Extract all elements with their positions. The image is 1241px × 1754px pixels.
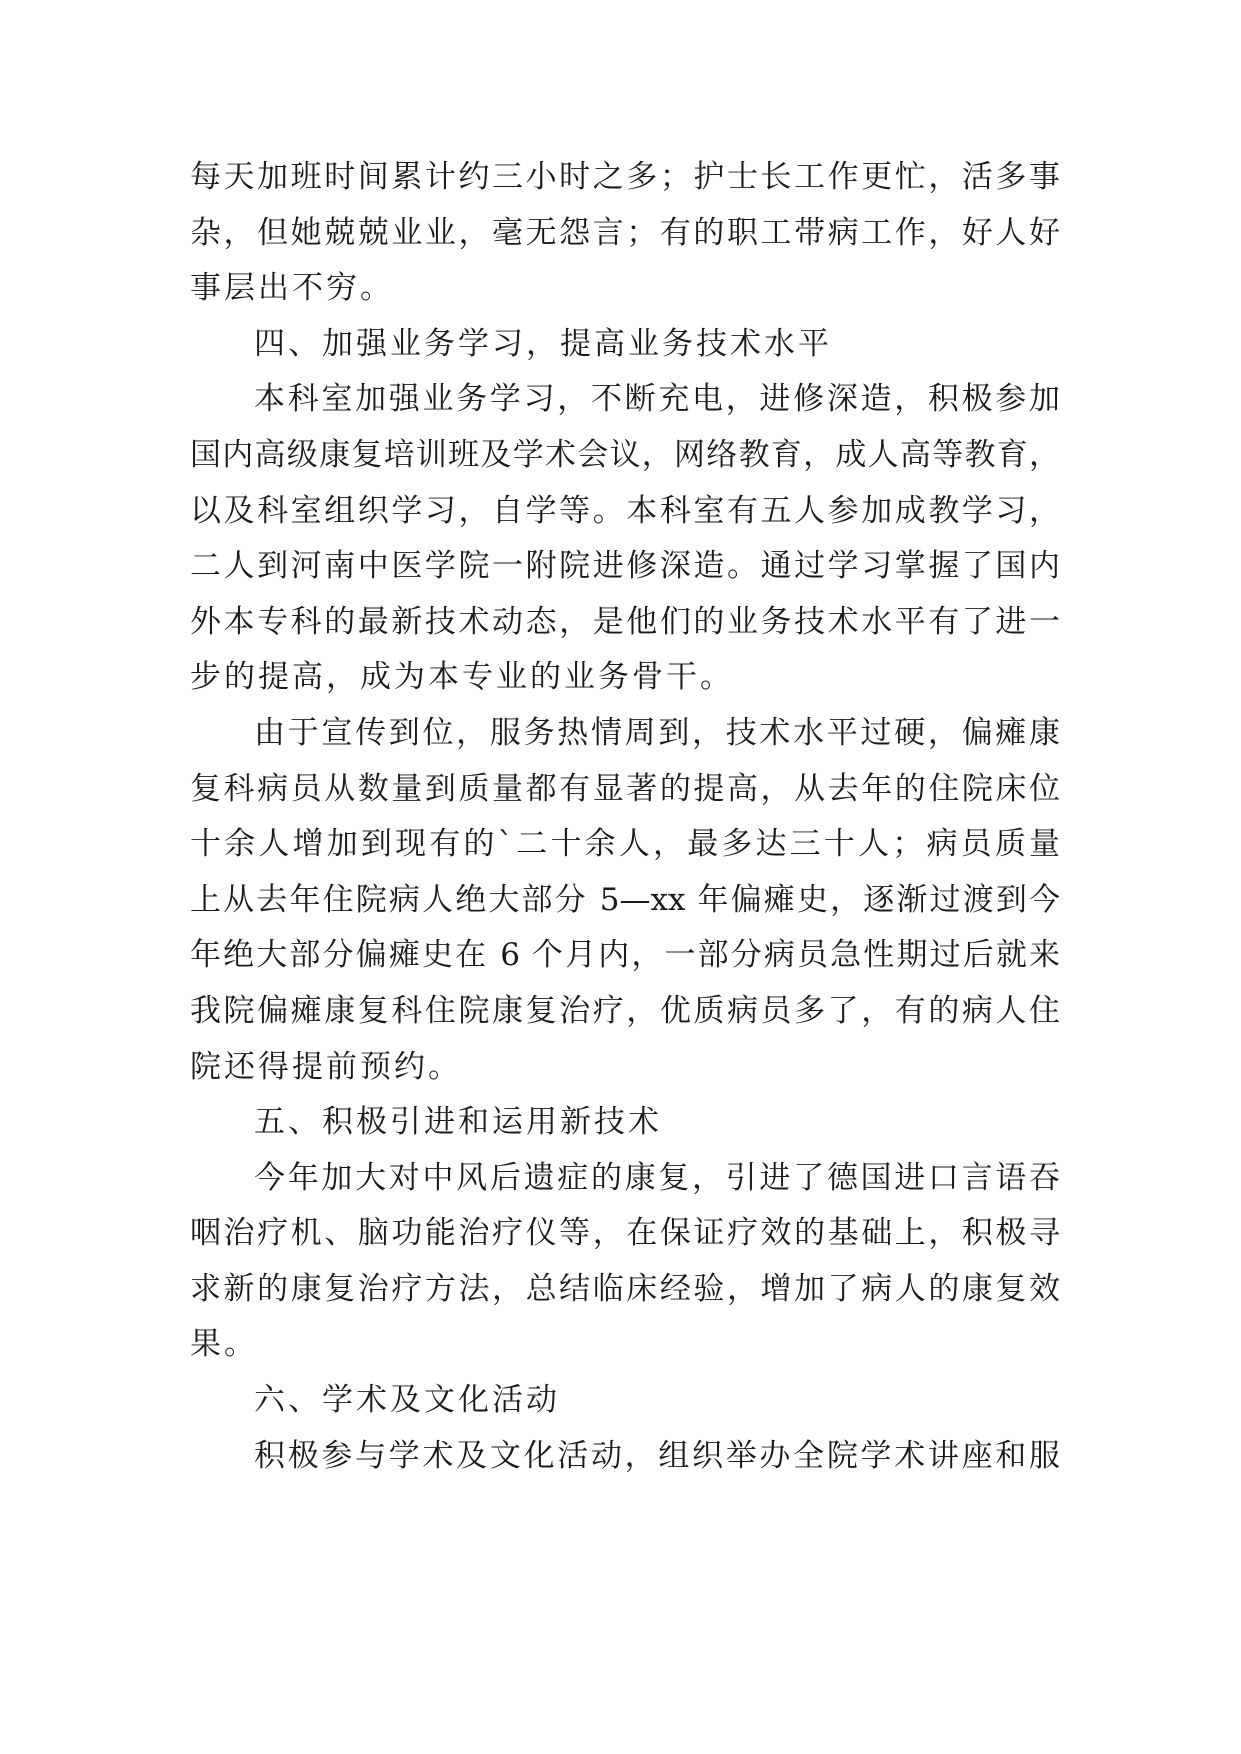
text-line: 今年加大对中风后遗症的康复，引进了德国进口言语吞 (254, 1159, 1060, 1196)
text-line: 咽治疗机、脑功能治疗仪等，在保证疗效的基础上，积极寻 (190, 1215, 1060, 1252)
text-line: 国内高级康复培训班及学术会议，网络教育，成人高等教育， (190, 436, 1060, 473)
text-line: 六、学术及文化活动 (254, 1382, 560, 1419)
text-line: 杂，但她兢兢业业，毫无怨言；有的职工带病工作，好人好 (190, 214, 1060, 251)
text-line: 由于宣传到位，服务热情周到，技术水平过硬，偏瘫康 (254, 714, 1060, 751)
text-line: 外本专科的最新技术动态，是他们的业务技术水平有了进一 (190, 603, 1060, 640)
text-line: 上从去年住院病人绝大部分 5—xx 年偏瘫史，逐渐过渡到今 (190, 881, 1060, 918)
text-line: 事层出不穷。 (190, 270, 394, 307)
text-line: 五、积极引进和运用新技术 (254, 1104, 662, 1141)
text-line: 求新的康复治疗方法，总结临床经验，增加了病人的康复效 (190, 1270, 1060, 1307)
text-line: 每天加班时间累计约三小时之多；护士长工作更忙，活多事 (190, 159, 1060, 195)
text-line: 本科室加强业务学习，不断充电，进修深造，积极参加 (254, 381, 1060, 418)
text-line: 步的提高，成为本专业的业务骨干。 (190, 659, 734, 696)
text-line: 院还得提前预约。 (190, 1048, 462, 1085)
text-line: 年绝大部分偏瘫史在 6 个月内，一部分病员急性期过后就来 (190, 937, 1060, 974)
text-line: 十余人增加到现有的`二十余人，最多达三十人；病员质量 (190, 826, 1060, 863)
text-line: 积极参与学术及文化活动，组织举办全院学术讲座和服 (254, 1437, 1060, 1474)
text-line: 果。 (190, 1326, 258, 1363)
text-line: 我院偏瘫康复科住院康复治疗，优质病员多了，有的病人住 (190, 992, 1060, 1029)
document-body (190, 150, 1060, 1484)
text-line: 四、加强业务学习，提高业务技术水平 (254, 325, 832, 362)
text-line: 以及科室组织学习，自学等。本科室有五人参加成教学习， (190, 492, 1060, 529)
text-line: 二人到河南中医学院一附院进修深造。通过学习掌握了国内 (190, 548, 1060, 585)
text-line: 复科病员从数量到质量都有显著的提高，从去年的住院床位 (190, 770, 1060, 807)
